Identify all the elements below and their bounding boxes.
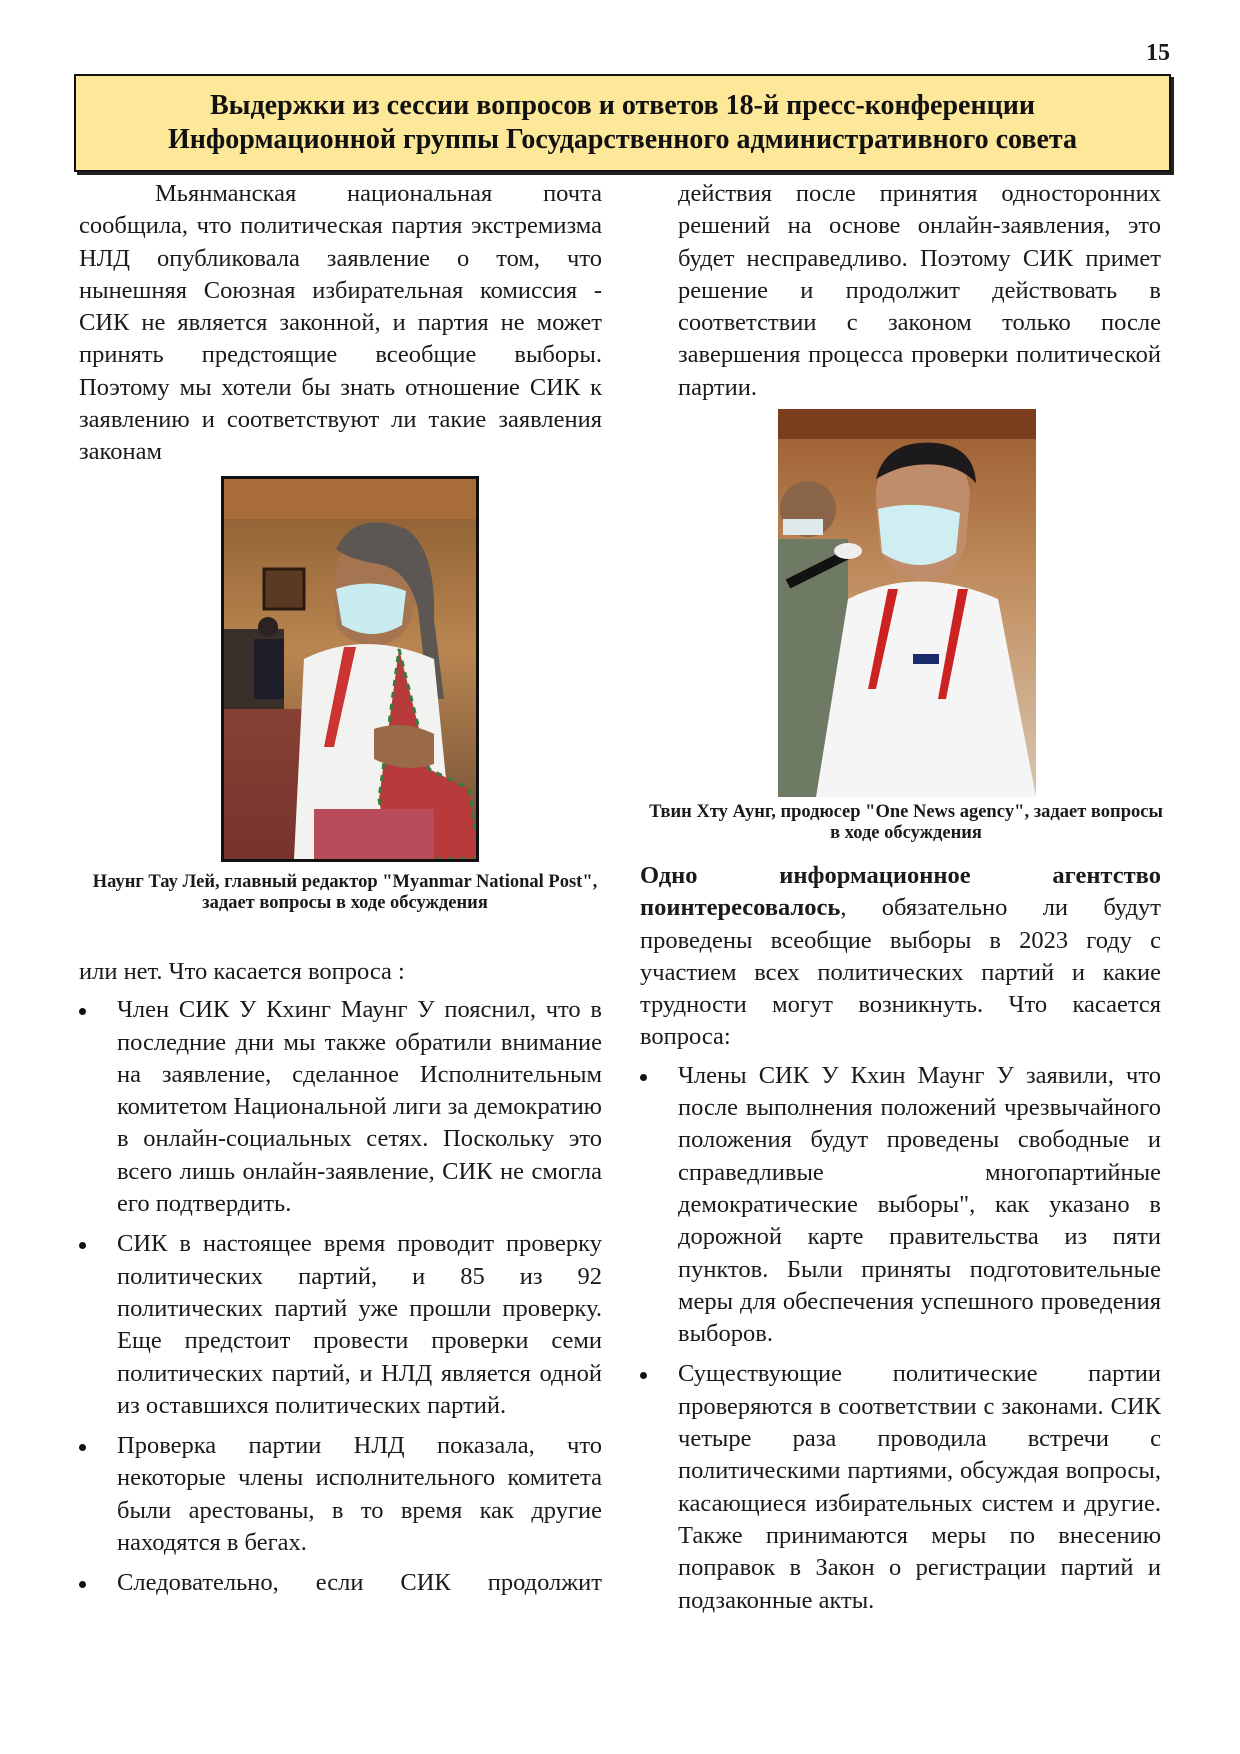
left-photo-caption: Наунг Тау Лей, главный редактор "Myanmar National Post", задает вопросы в ходе обсуждения <box>92 872 598 913</box>
right-continuation-paragraph: действия после принятия односторонних решений на основе онлайн-заявления, это будет несправедливо. Поэтому СИК примет решение и продолжит действовать в соответствии с законом только после завершения процесса проверки политической партии. <box>678 180 1161 401</box>
list-item-text: Член СИК У Кхинг Маунг У пояснил, что в последние дни мы также обратили внимание на заявление, сделанное Исполнительным комитетом Национальной лиги за демократию в онлайн-социальных сетях. Поскольку это всего лишь онлайн-заявление, СИК не смогла его подтвердить. <box>117 996 602 1218</box>
page-number: 15 <box>1146 40 1170 66</box>
list-item <box>79 1228 602 1422</box>
bullet-icon <box>79 1444 86 1451</box>
bullet-icon <box>79 1242 86 1249</box>
title-banner <box>74 74 1171 172</box>
list-item-text: Проверка партии НЛД показала, что некоторые члены исполнительного комитета были арестованы, в то время как другие находятся в бегах. <box>117 1432 602 1557</box>
right-question-rest: , обязательно ли будут проведены всеобщие выборы в 2023 году с участием всех политических партий и какие трудности могут возникнуть. Что касается вопроса: <box>640 894 1161 1051</box>
left-photo <box>221 476 479 862</box>
right-photo <box>778 409 1036 797</box>
list-item <box>640 1060 1161 1351</box>
bullet-icon <box>79 1008 86 1015</box>
left-intro-block <box>79 178 602 469</box>
list-item-text: Существующие политические партии проверяются в соответствии с законами. СИК четыре раза проводила встречи с политическими партиями, обсуждая вопросы, касающиеся избирательных систем и другие. Также принимаются меры по внесению поправок в Закон о регистрации партий и подзаконные акты. <box>678 1360 1161 1614</box>
title-line-2: Информационной группы Государственного административного совета <box>168 124 1077 155</box>
title-line-1: Выдержки из сессии вопросов и ответов 18-й пресс-конференции <box>209 90 1035 121</box>
list-item <box>79 1430 602 1559</box>
right-bullet-list <box>640 1060 1161 1617</box>
left-continuation: или нет. Что касается вопроса : <box>79 958 405 985</box>
bullet-icon <box>640 1074 647 1081</box>
list-item-text: Следовательно, если СИК продолжит <box>117 1569 602 1597</box>
list-item <box>640 1358 1161 1616</box>
left-intro-paragraph: Мьянманская национальная почта сообщила, что политическая партия экстремизма НЛД опубликовала заявление о том, что нынешняя Союзная избирательная комиссия - СИК не является законной, и партия не может принять предстоящие всеобщие выборы. Поэтому мы хотели бы знать отношение СИК к заявлению и соответствуют ли такие заявления законам <box>79 180 602 466</box>
list-item <box>79 994 602 1220</box>
list-item <box>79 1567 602 1599</box>
right-continuation-block <box>678 178 1161 404</box>
list-item-text: СИК в настоящее время проводит проверку политических партий, и 85 из 92 политических партий уже прошли проверку. Еще предстоит провести проверки семи политических партий, и НЛД является одной из оставшихся политических партий. <box>117 1230 602 1419</box>
left-bullet-list <box>79 994 602 1599</box>
right-question-lead: Одно информационное агентство поинтересовалось <box>640 862 1161 922</box>
list-item-text: Члены СИК У Кхин Маунг У заявили, что после выполнения положений чрезвычайного положения будут проведены свободные и справедливые многопартийные демократические выборы", как указано в дорожной карте правительства из пяти пунктов. Были приняты подготовительные меры для обеспечения успешного проведения выборов. <box>678 1061 1161 1348</box>
right-question-paragraph <box>640 860 1161 1054</box>
bullet-icon <box>79 1581 86 1588</box>
right-question-block <box>640 860 1161 1625</box>
left-answer-block <box>79 956 602 1608</box>
bullet-icon <box>640 1372 647 1379</box>
right-photo-caption: Твин Хту Аунг, продюсер "One News agency", задает вопросы в ходе обсуждения <box>649 802 1163 843</box>
